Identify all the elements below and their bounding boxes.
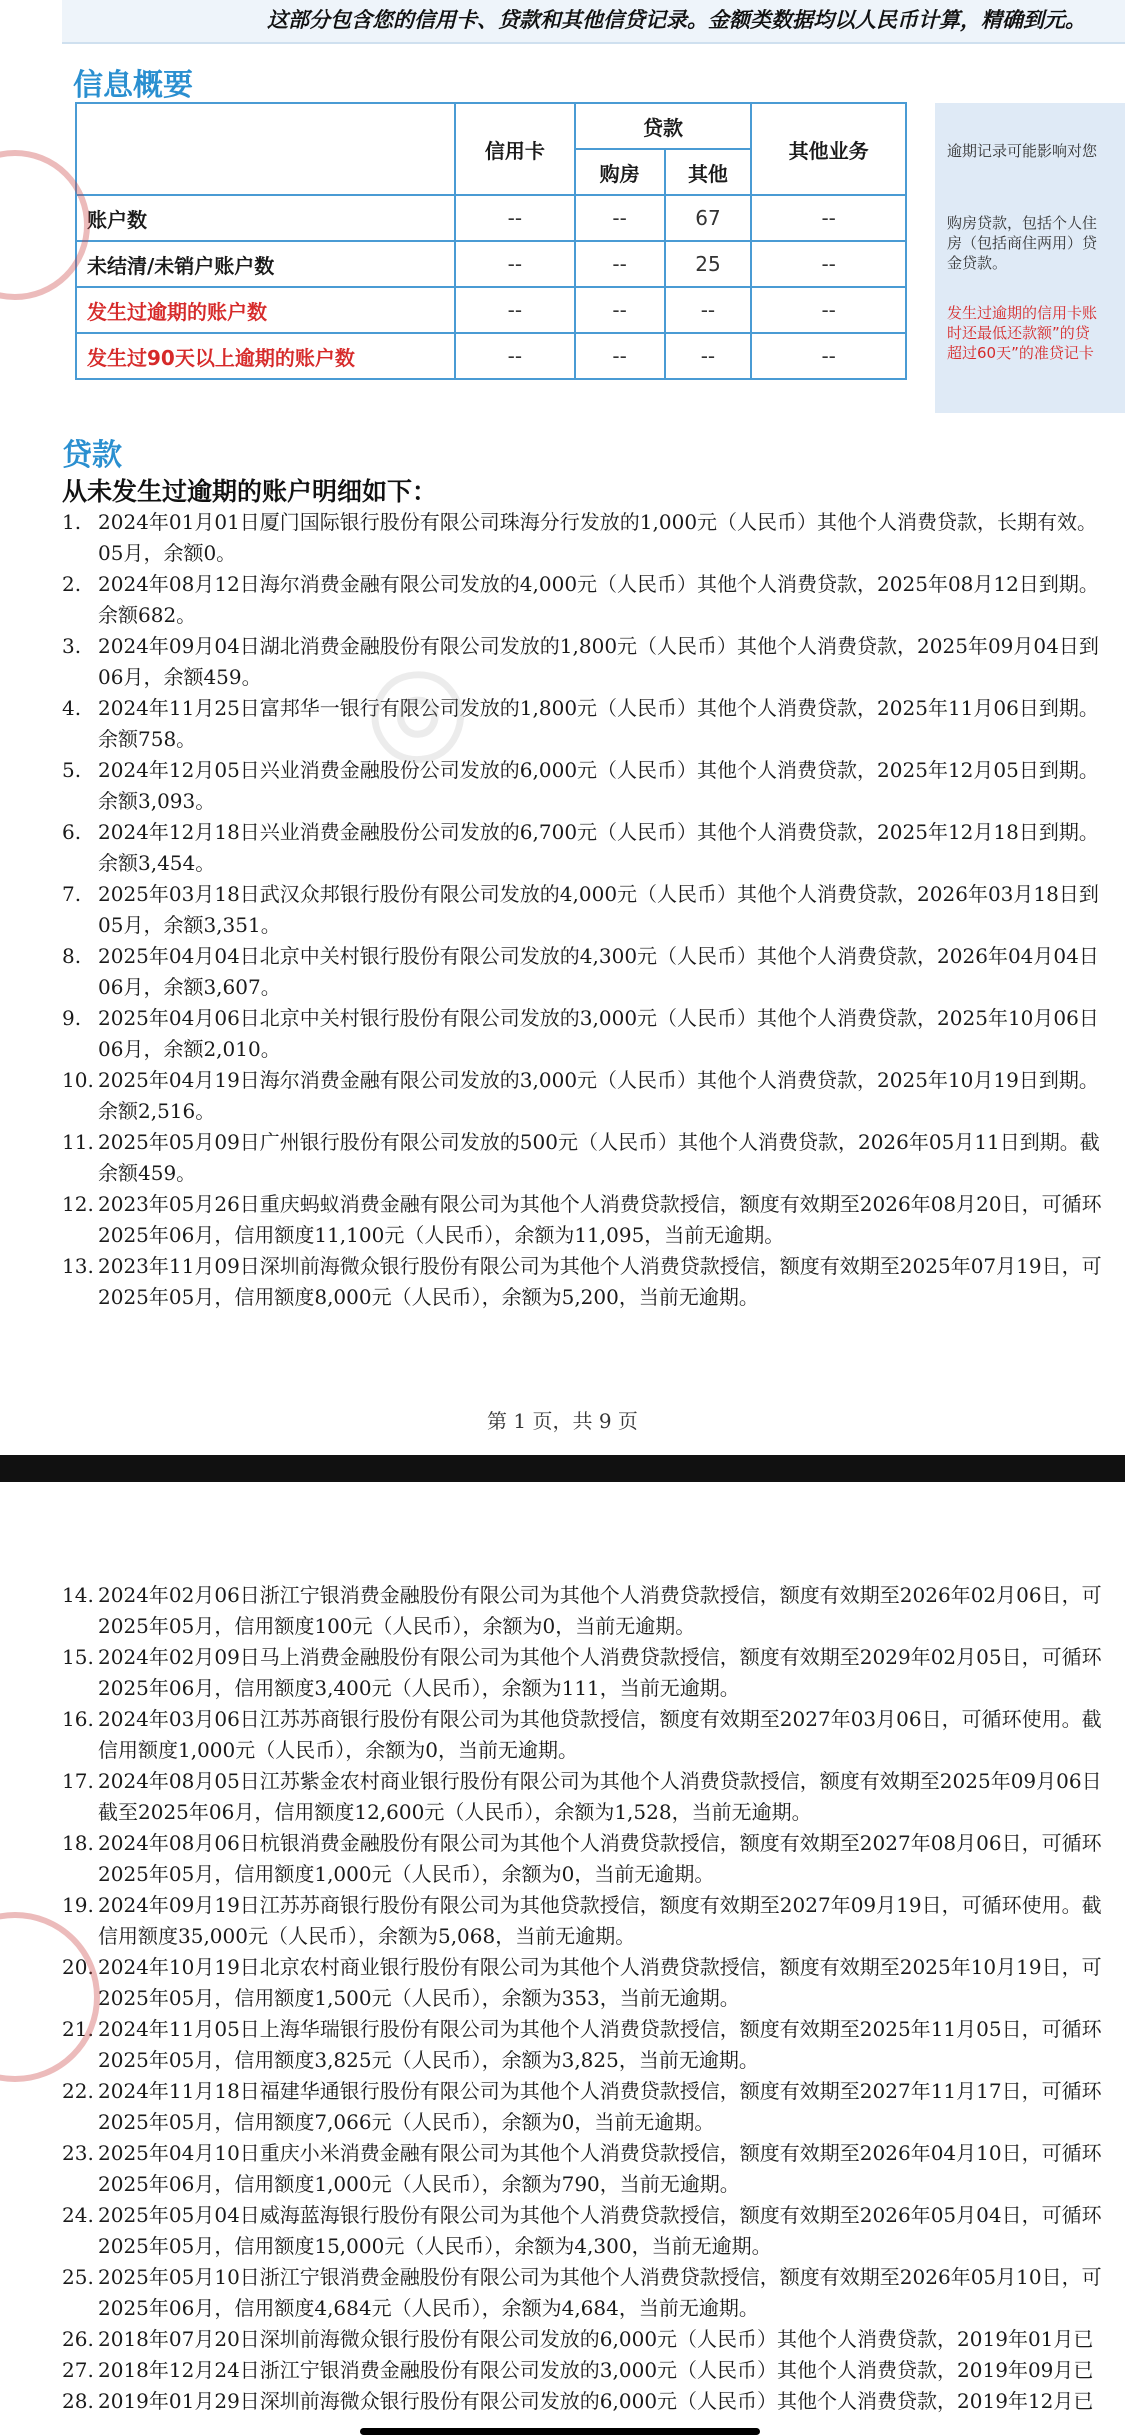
item-line: 2024年11月18日福建华通银行股份有限公司为其他个人消费贷款授信，额度有效期至2027年11月17日，可循环: [98, 2079, 1102, 2103]
item-line: 2025年06月，信用额度11,100元（人民币），余额为11,095，当前无逾期。: [98, 1223, 785, 1247]
header-loans: 贷款: [575, 103, 752, 149]
item-line: 2025年06月，信用额度4,684元（人民币），余额为4,684，当前无逾期。: [98, 2296, 759, 2320]
item-line: 06月，余额2,010。: [98, 1037, 281, 1061]
item-number: 6.: [62, 820, 82, 844]
cell: --: [751, 241, 906, 287]
overview-table: [75, 102, 907, 380]
item-line: 2025年05月，信用额度100元（人民币），余额为0，当前无逾期。: [98, 1614, 696, 1638]
list-item: [0, 631, 1125, 693]
item-line: 2024年09月04日湖北消费金融股份有限公司发放的1,800元（人民币）其他个人消费贷款，2025年09月04日到: [98, 634, 1099, 658]
table-header-row: [76, 103, 906, 149]
item-number: 5.: [62, 758, 82, 782]
header-home: 购房: [575, 149, 665, 195]
side-note-line: 超过60天”的准贷记卡: [947, 344, 1094, 362]
header-note: 这部分包含您的信用卡、贷款和其他信贷记录。金额类数据均以人民币计算，精确到元。: [62, 0, 1125, 44]
item-number: 7.: [62, 882, 82, 906]
item-number: 12.: [62, 1192, 94, 1216]
list-item: [0, 569, 1125, 631]
table-row: [76, 287, 906, 333]
cell: --: [455, 195, 575, 241]
item-line: 2025年05月09日广州银行股份有限公司发放的500元（人民币）其他个人消费贷款，2026年05月11日到期。截: [98, 1130, 1100, 1154]
list-item: [0, 2076, 1125, 2138]
overview-title: 信息概要: [73, 68, 193, 103]
item-line: 2023年11月09日深圳前海微众银行股份有限公司为其他个人消费贷款授信，额度有效期至2025年07月19日，可: [98, 1254, 1102, 1278]
item-line: 2025年06月，信用额度3,400元（人民币），余额为111，当前无逾期。: [98, 1676, 740, 1700]
cell: --: [575, 287, 665, 333]
list-item: [0, 1580, 1125, 1642]
list-item: [0, 2386, 1125, 2417]
item-number: 27.: [62, 2358, 94, 2382]
item-number: 18.: [62, 1831, 94, 1855]
list-item: [0, 2138, 1125, 2200]
blank-header: [76, 103, 455, 195]
side-note-line: 金贷款。: [947, 254, 1008, 272]
item-number: 1.: [62, 510, 82, 534]
watermark: ◎: [329, 622, 496, 797]
item-number: 19.: [62, 1893, 94, 1917]
list-item: [0, 1952, 1125, 2014]
cell: --: [665, 287, 752, 333]
report-page-2: [0, 1482, 1125, 2435]
item-number: 23.: [62, 2141, 94, 2165]
list-item: [0, 507, 1125, 569]
item-line: 2018年12月24日浙江宁银消费金融股份有限公司发放的3,000元（人民币）其他个人消费贷款，2019年09月已: [98, 2358, 1094, 2382]
list-item: [0, 1065, 1125, 1127]
item-line: 2025年04月10日重庆小米消费金融有限公司为其他个人消费贷款授信，额度有效期至2026年04月10日，可循环: [98, 2141, 1102, 2165]
item-line: 截至2025年06月，信用额度12,600元（人民币），余额为1,528，当前无逾期。: [98, 1800, 812, 1824]
list-item: [0, 2014, 1125, 2076]
list-item: [0, 1828, 1125, 1890]
item-number: 26.: [62, 2327, 94, 2351]
item-line: 2025年05月，信用额度15,000元（人民币），余额为4,300，当前无逾期。: [98, 2234, 772, 2258]
cell: --: [575, 195, 665, 241]
list-item: [0, 755, 1125, 817]
item-line: 2025年06月，信用额度1,000元（人民币），余额为790，当前无逾期。: [98, 2172, 740, 2196]
item-line: 2025年05月，信用额度7,066元（人民币），余额为0，当前无逾期。: [98, 2110, 715, 2134]
item-line: 信用额度35,000元（人民币），余额为5,068，当前无逾期。: [98, 1924, 636, 1948]
item-number: 25.: [62, 2265, 94, 2289]
header-other: 其他: [665, 149, 752, 195]
item-line: 2025年05月，信用额度3,825元（人民币），余额为3,825，当前无逾期。: [98, 2048, 759, 2072]
side-note: [935, 103, 1125, 413]
cell: --: [455, 241, 575, 287]
row-label: 未结清/未销户账户数: [76, 241, 455, 287]
side-note-line: 逾期记录可能影响对您: [947, 142, 1098, 160]
header-credit-card: 信用卡: [455, 103, 575, 195]
item-line: 2018年07月20日深圳前海微众银行股份有限公司发放的6,000元（人民币）其他个人消费贷款，2019年01月已: [98, 2327, 1094, 2351]
item-line: 2024年08月12日海尔消费金融有限公司发放的4,000元（人民币）其他个人消费贷款，2025年08月12日到期。: [98, 572, 1099, 596]
item-line: 余额2,516。: [98, 1099, 216, 1123]
cell: --: [575, 333, 665, 379]
table-row: [76, 241, 906, 287]
item-line: 2025年05月04日威海蓝海银行股份有限公司为其他个人消费贷款授信，额度有效期至2026年05月04日，可循环: [98, 2203, 1102, 2227]
list-item: [0, 1251, 1125, 1313]
item-number: 13.: [62, 1254, 94, 1278]
item-number: 4.: [62, 696, 82, 720]
list-item: [0, 1189, 1125, 1251]
cell: 25: [665, 241, 752, 287]
item-line: 2024年03月06日江苏苏商银行股份有限公司为其他贷款授信，额度有效期至2027年03月06日，可循环使用。截: [98, 1707, 1102, 1731]
cell: 67: [665, 195, 752, 241]
item-line: 2024年11月25日富邦华一银行有限公司发放的1,800元（人民币）其他个人消费贷款，2025年11月06日到期。: [98, 696, 1099, 720]
item-line: 2024年02月06日浙江宁银消费金融股份有限公司为其他个人消费贷款授信，额度有效期至2026年02月06日，可: [98, 1583, 1102, 1607]
page-divider: [0, 1455, 1125, 1482]
item-line: 06月，余额459。: [98, 665, 262, 689]
side-note-line: 时还最低还款额”的贷: [947, 324, 1090, 342]
cell: --: [751, 287, 906, 333]
item-number: 15.: [62, 1645, 94, 1669]
table-row: [76, 195, 906, 241]
item-line: 05月，余额3,351。: [98, 913, 281, 937]
item-line: 2019年01月29日深圳前海微众银行股份有限公司发放的6,000元（人民币）其他个人消费贷款，2019年12月已: [98, 2389, 1094, 2413]
list-item: [0, 2355, 1125, 2386]
row-label: 发生过逾期的账户数: [76, 287, 455, 333]
item-number: 10.: [62, 1068, 94, 1092]
item-line: 2024年08月06日杭银消费金融股份有限公司为其他个人消费贷款授信，额度有效期至2027年08月06日，可循环: [98, 1831, 1102, 1855]
header-other-business: 其他业务: [751, 103, 906, 195]
item-line: 2024年10月19日北京农村商业银行股份有限公司为其他个人消费贷款授信，额度有效期至2025年10月19日，可: [98, 1955, 1102, 1979]
item-number: 14.: [62, 1583, 94, 1607]
cell: --: [665, 333, 752, 379]
item-number: 28.: [62, 2389, 94, 2413]
item-line: 余额758。: [98, 727, 197, 751]
item-line: 2024年09月19日江苏苏商银行股份有限公司为其他贷款授信，额度有效期至2027年09月19日，可循环使用。截: [98, 1893, 1102, 1917]
list-item: [0, 1766, 1125, 1828]
item-line: 2024年12月18日兴业消费金融股份公司发放的6,700元（人民币）其他个人消费贷款，2025年12月18日到期。: [98, 820, 1099, 844]
item-number: 20.: [62, 1955, 94, 1979]
cell: --: [455, 333, 575, 379]
item-line: 2024年11月05日上海华瑞银行股份有限公司为其他个人消费贷款授信，额度有效期至2025年11月05日，可循环: [98, 2017, 1102, 2041]
list-item: [0, 1890, 1125, 1952]
item-line: 2025年05月，信用额度1,000元（人民币），余额为0，当前无逾期。: [98, 1862, 715, 1886]
list-item: [0, 941, 1125, 1003]
loan-list-page-1: [0, 507, 1125, 1313]
loan-list-page-2: [0, 1580, 1125, 2417]
list-item: [0, 1704, 1125, 1766]
page-footer: 第 1 页，共 9 页: [487, 1409, 638, 1433]
cell: --: [751, 195, 906, 241]
list-item: [0, 693, 1125, 755]
side-note-line: 购房贷款，包括个人住: [947, 214, 1098, 232]
list-item: [0, 1127, 1125, 1189]
item-line: 余额682。: [98, 603, 197, 627]
row-label: 账户数: [76, 195, 455, 241]
item-line: 2023年05月26日重庆蚂蚁消费金融有限公司为其他个人消费贷款授信，额度有效期至2026年08月20日，可循环: [98, 1192, 1102, 1216]
list-item: [0, 2200, 1125, 2262]
list-item: [0, 817, 1125, 879]
item-line: 余额3,093。: [98, 789, 216, 813]
list-item: [0, 1642, 1125, 1704]
item-line: 2024年02月09日马上消费金融股份有限公司为其他个人消费贷款授信，额度有效期至2029年02月05日，可循环: [98, 1645, 1102, 1669]
item-line: 2025年04月06日北京中关村银行股份有限公司发放的3,000元（人民币）其他个人消费贷款，2025年10月06日: [98, 1006, 1099, 1030]
cell: --: [455, 287, 575, 333]
item-number: 11.: [62, 1130, 94, 1154]
item-line: 余额3,454。: [98, 851, 216, 875]
item-number: 3.: [62, 634, 82, 658]
item-line: 2024年08月05日江苏紫金农村商业银行股份有限公司为其他个人消费贷款授信，额度有效期至2025年09月06日: [98, 1769, 1102, 1793]
table-row: [76, 333, 906, 379]
item-number: 8.: [62, 944, 82, 968]
item-line: 2025年03月18日武汉众邦银行股份有限公司发放的4,000元（人民币）其他个人消费贷款，2026年03月18日到: [98, 882, 1099, 906]
item-line: 05月，余额0。: [98, 541, 237, 565]
item-line: 2025年04月19日海尔消费金融有限公司发放的3,000元（人民币）其他个人消费贷款，2025年10月19日到期。: [98, 1068, 1099, 1092]
list-item: [0, 2262, 1125, 2324]
item-line: 2025年05月，信用额度8,000元（人民币），余额为5,200，当前无逾期。: [98, 1285, 759, 1309]
row-label: 发生过90天以上逾期的账户数: [76, 333, 455, 379]
list-item: [0, 1003, 1125, 1065]
item-line: 06月，余额3,607。: [98, 975, 281, 999]
side-note-line: 房（包括商住两用）贷: [947, 234, 1098, 252]
item-number: 21.: [62, 2017, 94, 2041]
item-line: 信用额度1,000元（人民币），余额为0，当前无逾期。: [98, 1738, 578, 1762]
list-item: [0, 2324, 1125, 2355]
item-line: 2025年05月10日浙江宁银消费金融股份有限公司为其他个人消费贷款授信，额度有效期至2026年05月10日，可: [98, 2265, 1102, 2289]
cell: --: [751, 333, 906, 379]
loans-title: 贷款: [62, 438, 122, 473]
item-number: 22.: [62, 2079, 94, 2103]
item-line: 2025年04月04日北京中关村银行股份有限公司发放的4,300元（人民币）其他个人消费贷款，2026年04月04日: [98, 944, 1099, 968]
cell: --: [575, 241, 665, 287]
item-number: 24.: [62, 2203, 94, 2227]
item-line: 2024年12月05日兴业消费金融股份公司发放的6,000元（人民币）其他个人消费贷款，2025年12月05日到期。: [98, 758, 1099, 782]
item-number: 16.: [62, 1707, 94, 1731]
list-item: [0, 879, 1125, 941]
item-number: 9.: [62, 1006, 82, 1030]
item-number: 17.: [62, 1769, 94, 1793]
loans-subheading: 从未发生过逾期的账户明细如下：: [62, 477, 438, 506]
item-line: 2025年05月，信用额度1,500元（人民币），余额为353，当前无逾期。: [98, 1986, 740, 2010]
item-number: 2.: [62, 572, 82, 596]
item-line: 余额459。: [98, 1161, 197, 1185]
side-note-line: 发生过逾期的信用卡账: [947, 304, 1098, 322]
item-line: 2024年01月01日厦门国际银行股份有限公司珠海分行发放的1,000元（人民币）其他个人消费贷款，长期有效。: [98, 510, 1098, 534]
scroll-indicator[interactable]: [360, 2428, 760, 2435]
